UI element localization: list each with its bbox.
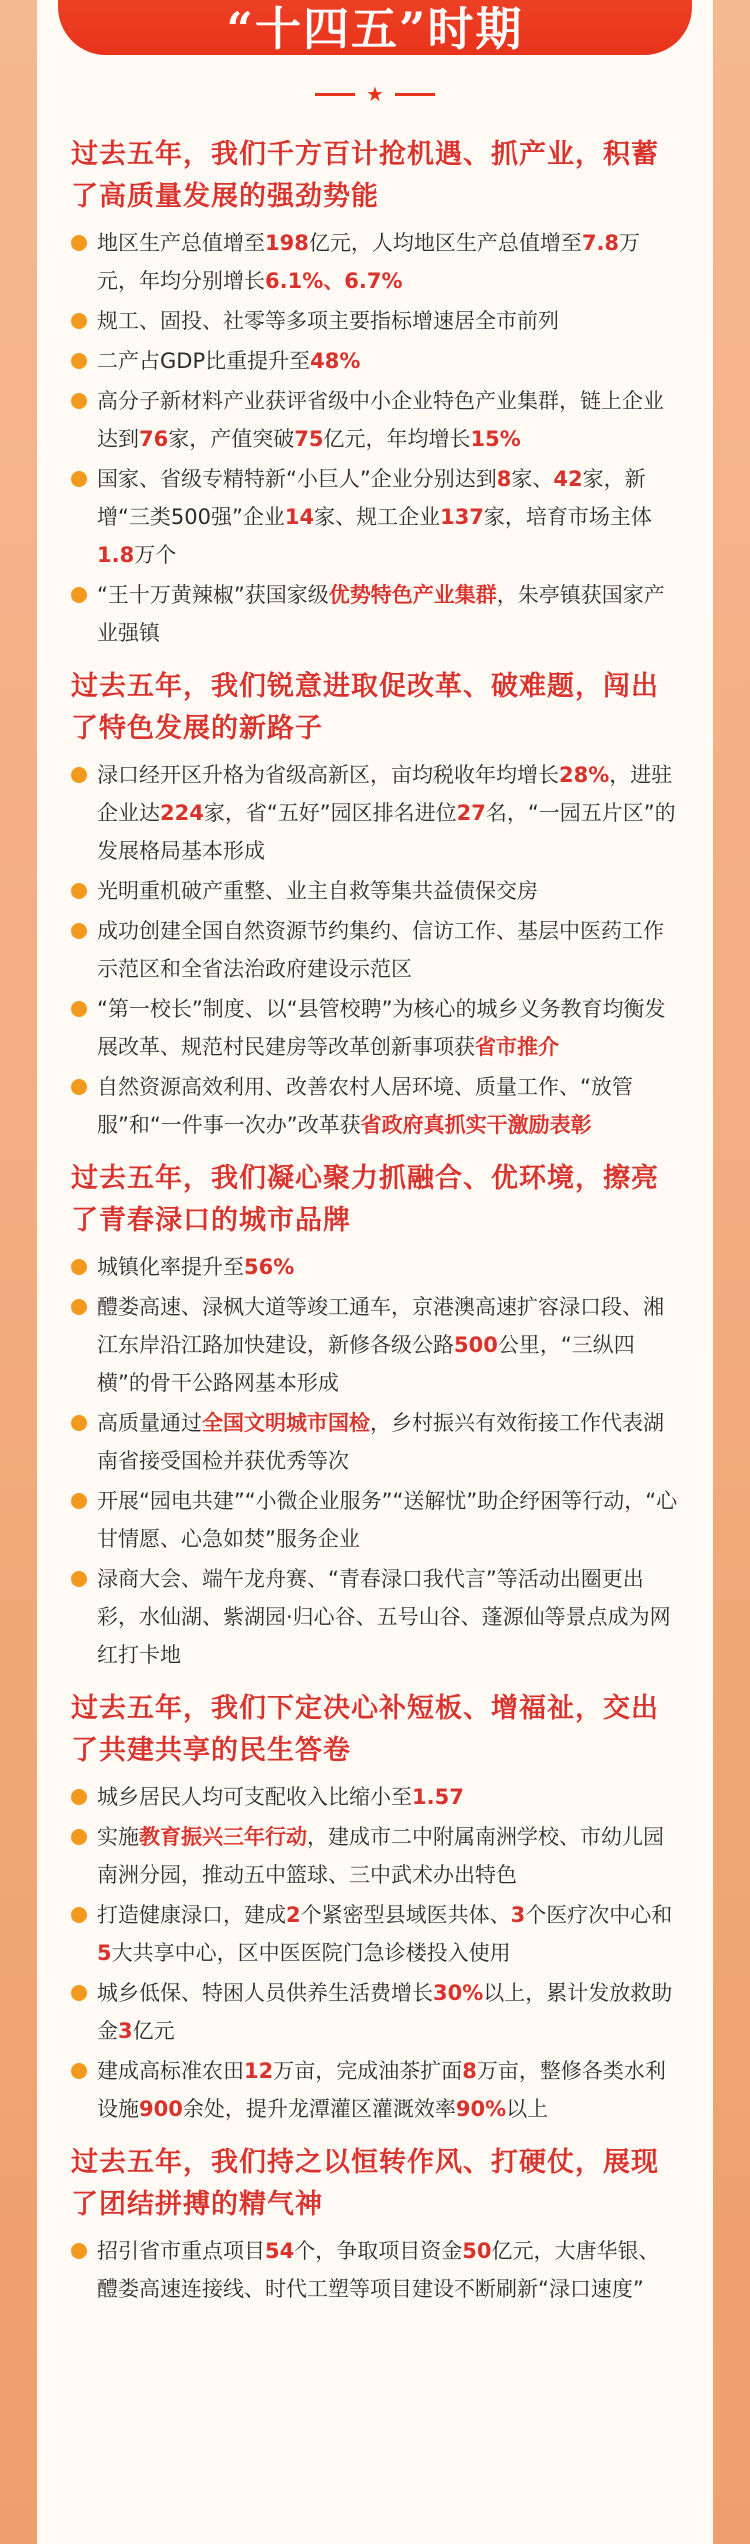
section-title: 过去五年，我们持之以恒转作风、打硬仗，展现了团结拼搏的精气神: [71, 2147, 659, 2220]
list-item: [71, 990, 679, 1066]
item-text: 二产占GDP比重提升至: [97, 349, 311, 373]
list-item: [71, 2052, 679, 2128]
title-decoration: [37, 82, 713, 106]
list-item: [71, 756, 679, 870]
item-text: 成功创建全国自然资源节约集约、信访工作、基层中医药工作示范区和全省法治政府建设示范区: [97, 919, 664, 981]
sections-container: [71, 120, 679, 2310]
list-item: [71, 1560, 679, 1674]
item-text: 开展“园电共建”“小微企业服务”“送解忧”助企纾困等行动，“心甘情愿、心急如焚”服务企业: [97, 1489, 678, 1551]
highlight-text: 27: [456, 801, 486, 825]
bullet-dot-icon: [71, 1493, 87, 1509]
highlight-text: 15%: [470, 427, 521, 451]
list-item: [71, 2232, 679, 2308]
bullet-dot-icon: [71, 587, 87, 603]
item-text: 家，培育市场主体: [483, 505, 652, 529]
list-item: [71, 460, 679, 574]
bullet-dot-icon: [71, 1985, 87, 2001]
list-item: [71, 1482, 679, 1558]
highlight-text: 50: [462, 2239, 492, 2263]
highlight-text: 6.1%、6.7%: [265, 269, 403, 293]
highlight-text: 900: [139, 2097, 183, 2121]
list-item: [71, 1778, 679, 1816]
item-text: “第一校长”制度、以“县管校聘”为核心的城乡义务教育均衡发展改革、规范村民建房等改革创新事项获: [97, 997, 666, 1059]
list-item: [71, 224, 679, 300]
highlight-text: 3: [510, 1903, 526, 1927]
item-text: 亿元，年均增长: [323, 427, 471, 451]
item-text: 城乡居民人均可支配收入比缩小至: [97, 1785, 412, 1809]
section-title: 过去五年，我们千方百计抢机遇、抓产业，积蓄了高质量发展的强劲势能: [71, 139, 659, 212]
list-item: [71, 912, 679, 988]
item-text: 余处，提升龙潭灌区灌溉效率: [182, 2097, 456, 2121]
list-item: [71, 576, 679, 652]
banner-title: “十四五”时期: [226, 2, 524, 56]
highlight-text: 省市推介: [475, 1035, 559, 1059]
section-title: 过去五年，我们下定决心补短板、增福祉，交出了共建共享的民生答卷: [71, 1693, 659, 1766]
bullet-dot-icon: [71, 923, 87, 939]
item-text: 渌商大会、端午龙舟赛、“青春渌口我代言”等活动出圈更出彩，水仙湖、紫湖园·归心谷、五号山谷、蓬源仙等景点成为网红打卡地: [97, 1567, 671, 1667]
bullet-dot-icon: [71, 2063, 87, 2079]
item-text: 家、规工企业: [314, 505, 441, 529]
list-item: [71, 1404, 679, 1480]
bullet-dot-icon: [71, 1299, 87, 1315]
highlight-text: 12: [244, 2059, 274, 2083]
content-card: [37, 0, 713, 2544]
item-text: 城镇化率提升至: [97, 1255, 244, 1279]
highlight-text: 优势特色产业集群: [328, 583, 497, 607]
list-item: [71, 1248, 679, 1286]
item-text: 个医疗次中心和: [525, 1903, 673, 1927]
item-text: 万亩，完成油茶扩面: [273, 2059, 463, 2083]
highlight-text: 14: [284, 505, 315, 529]
highlight-text: 2: [286, 1903, 301, 1927]
bullet-dot-icon: [71, 1571, 87, 1587]
item-text: 城乡低保、特困人员供养生活费增长: [97, 1981, 433, 2005]
list-item: [71, 1896, 679, 1972]
bullet-dot-icon: [71, 883, 87, 899]
section-title: 过去五年，我们凝心聚力抓融合、优环境，擦亮了青春渌口的城市品牌: [71, 1163, 659, 1236]
highlight-text: 28%: [559, 763, 610, 787]
item-text: 招引省市重点项目: [97, 2239, 265, 2263]
highlight-text: 198: [265, 231, 309, 255]
highlight-text: 30%: [433, 1981, 484, 2005]
item-text: 规工、固投、社零等多项主要指标增速居全市前列: [97, 309, 559, 333]
item-text: 亿元，大唐华银、醴娄高速连接线、时代工塑等项目建设不断刷新“渌口速度”: [97, 2239, 660, 2301]
item-text: 高质量通过: [97, 1411, 202, 1435]
highlight-text: 90%: [455, 2097, 507, 2121]
item-text: 以上: [506, 2097, 549, 2121]
list-item: [71, 1288, 679, 1402]
bullet-dot-icon: [71, 235, 87, 251]
highlight-text: 省政府真抓实干激励表彰: [360, 1113, 592, 1137]
bullet-dot-icon: [71, 1259, 87, 1275]
bullet-dot-icon: [71, 1789, 87, 1805]
highlight-text: 75: [294, 427, 324, 451]
item-text: 万元，年均分别增长: [97, 231, 641, 293]
item-text: 渌口经开区升格为省级高新区，亩均税收年均增长: [97, 763, 559, 787]
item-text: 建成高标准农田: [97, 2059, 244, 2083]
highlight-text: 56%: [244, 1255, 295, 1279]
item-text: ，进驻企业达: [97, 763, 673, 825]
item-text: 高分子新材料产业获评省级中小企业特色产业集群，链上企业达到: [97, 389, 664, 451]
item-text: 家，产值突破: [168, 427, 295, 451]
highlight-text: 1.8: [97, 543, 135, 567]
item-text: 家、: [511, 467, 554, 491]
item-text: 光明重机破产重整、业主自救等集共益债保交房: [97, 879, 538, 903]
list-item: [71, 1974, 679, 2050]
item-text: 个，争取项目资金: [294, 2239, 463, 2263]
item-text: ，建成市二中附属南洲学校、市幼儿园南洲分园，推动五中篮球、三中武术办出特色: [97, 1825, 664, 1887]
bullet-dot-icon: [71, 1415, 87, 1431]
bullet-dot-icon: [71, 313, 87, 329]
star-icon: ★: [366, 82, 384, 106]
decoration-line-right: [395, 93, 435, 96]
item-text: 亿元，人均地区生产总值增至: [308, 231, 582, 255]
highlight-text: 54: [265, 2239, 295, 2263]
item-text: 家，新增“三类500强”企业: [97, 467, 646, 529]
list-item: [71, 302, 679, 340]
bullet-dot-icon: [71, 1907, 87, 1923]
highlight-text: 1.57: [412, 1785, 464, 1809]
item-text: 实施: [97, 1825, 139, 1849]
highlight-text: 全国文明城市国检: [202, 1411, 370, 1435]
item-text: 公里，“三纵四横”的骨干公路网基本形成: [97, 1333, 635, 1395]
highlight-text: 8: [462, 2059, 477, 2083]
item-text: 万亩，整修各类水利设施: [97, 2059, 666, 2121]
highlight-text: 42: [553, 467, 583, 491]
item-text: 名，“一园五片区”的发展格局基本形成: [97, 801, 676, 863]
item-text: 国家、省级专精特新“小巨人”企业分别达到: [97, 467, 497, 491]
highlight-text: 224: [160, 801, 204, 825]
title-banner: [58, 0, 692, 55]
item-text: 大共享中心，区中医医院门急诊楼投入使用: [111, 1941, 511, 1965]
highlight-text: 48%: [310, 349, 361, 373]
item-text: 家，省“五好”园区排名进位: [203, 801, 457, 825]
bullet-dot-icon: [71, 1079, 87, 1095]
bullet-dot-icon: [71, 471, 87, 487]
item-text: ，乡村振兴有效衔接工作代表湖南省接受国检并获优秀等次: [97, 1411, 664, 1473]
highlight-text: 7.8: [581, 231, 620, 255]
bullet-dot-icon: [71, 767, 87, 783]
list-item: [71, 1818, 679, 1894]
highlight-text: 5: [97, 1941, 112, 1965]
bullet-dot-icon: [71, 393, 87, 409]
item-text: 醴娄高速、渌枫大道等竣工通车，京港澳高速扩容渌口段、湘江东岸沿江路加快建设，新修各级公路: [97, 1295, 664, 1357]
item-text: 万个: [134, 543, 177, 567]
bullet-dot-icon: [71, 1001, 87, 1017]
list-item: [71, 342, 679, 380]
item-text: 亿元: [132, 2019, 175, 2043]
item-text: 地区生产总值增至: [97, 231, 265, 255]
item-text: 自然资源高效利用、改善农村人居环境、质量工作、“放管服”和“一件事一次办”改革获: [97, 1075, 633, 1137]
item-text: 以上，累计发放救助金: [97, 1981, 673, 2043]
bullet-dot-icon: [71, 353, 87, 369]
highlight-text: 3: [118, 2019, 133, 2043]
list-item: [71, 872, 679, 910]
bullet-dot-icon: [71, 2243, 87, 2259]
item-text: 打造健康渌口，建成: [97, 1903, 286, 1927]
item-text: “王十万黄辣椒”获国家级: [97, 583, 329, 607]
bullet-dot-icon: [71, 1829, 87, 1845]
section-title: 过去五年，我们锐意进取促改革、破难题，闯出了特色发展的新路子: [71, 671, 659, 744]
highlight-text: 500: [454, 1333, 498, 1357]
item-text: 个紧密型县域医共体、: [300, 1903, 511, 1927]
highlight-text: 137: [440, 505, 484, 529]
highlight-text: 8: [496, 467, 512, 491]
list-item: [71, 1068, 679, 1144]
list-item: [71, 382, 679, 458]
decoration-line-left: [315, 93, 355, 96]
highlight-text: 教育振兴三年行动: [139, 1825, 307, 1849]
item-text: ，朱亭镇获国家产业强镇: [97, 583, 665, 645]
highlight-text: 76: [139, 427, 169, 451]
